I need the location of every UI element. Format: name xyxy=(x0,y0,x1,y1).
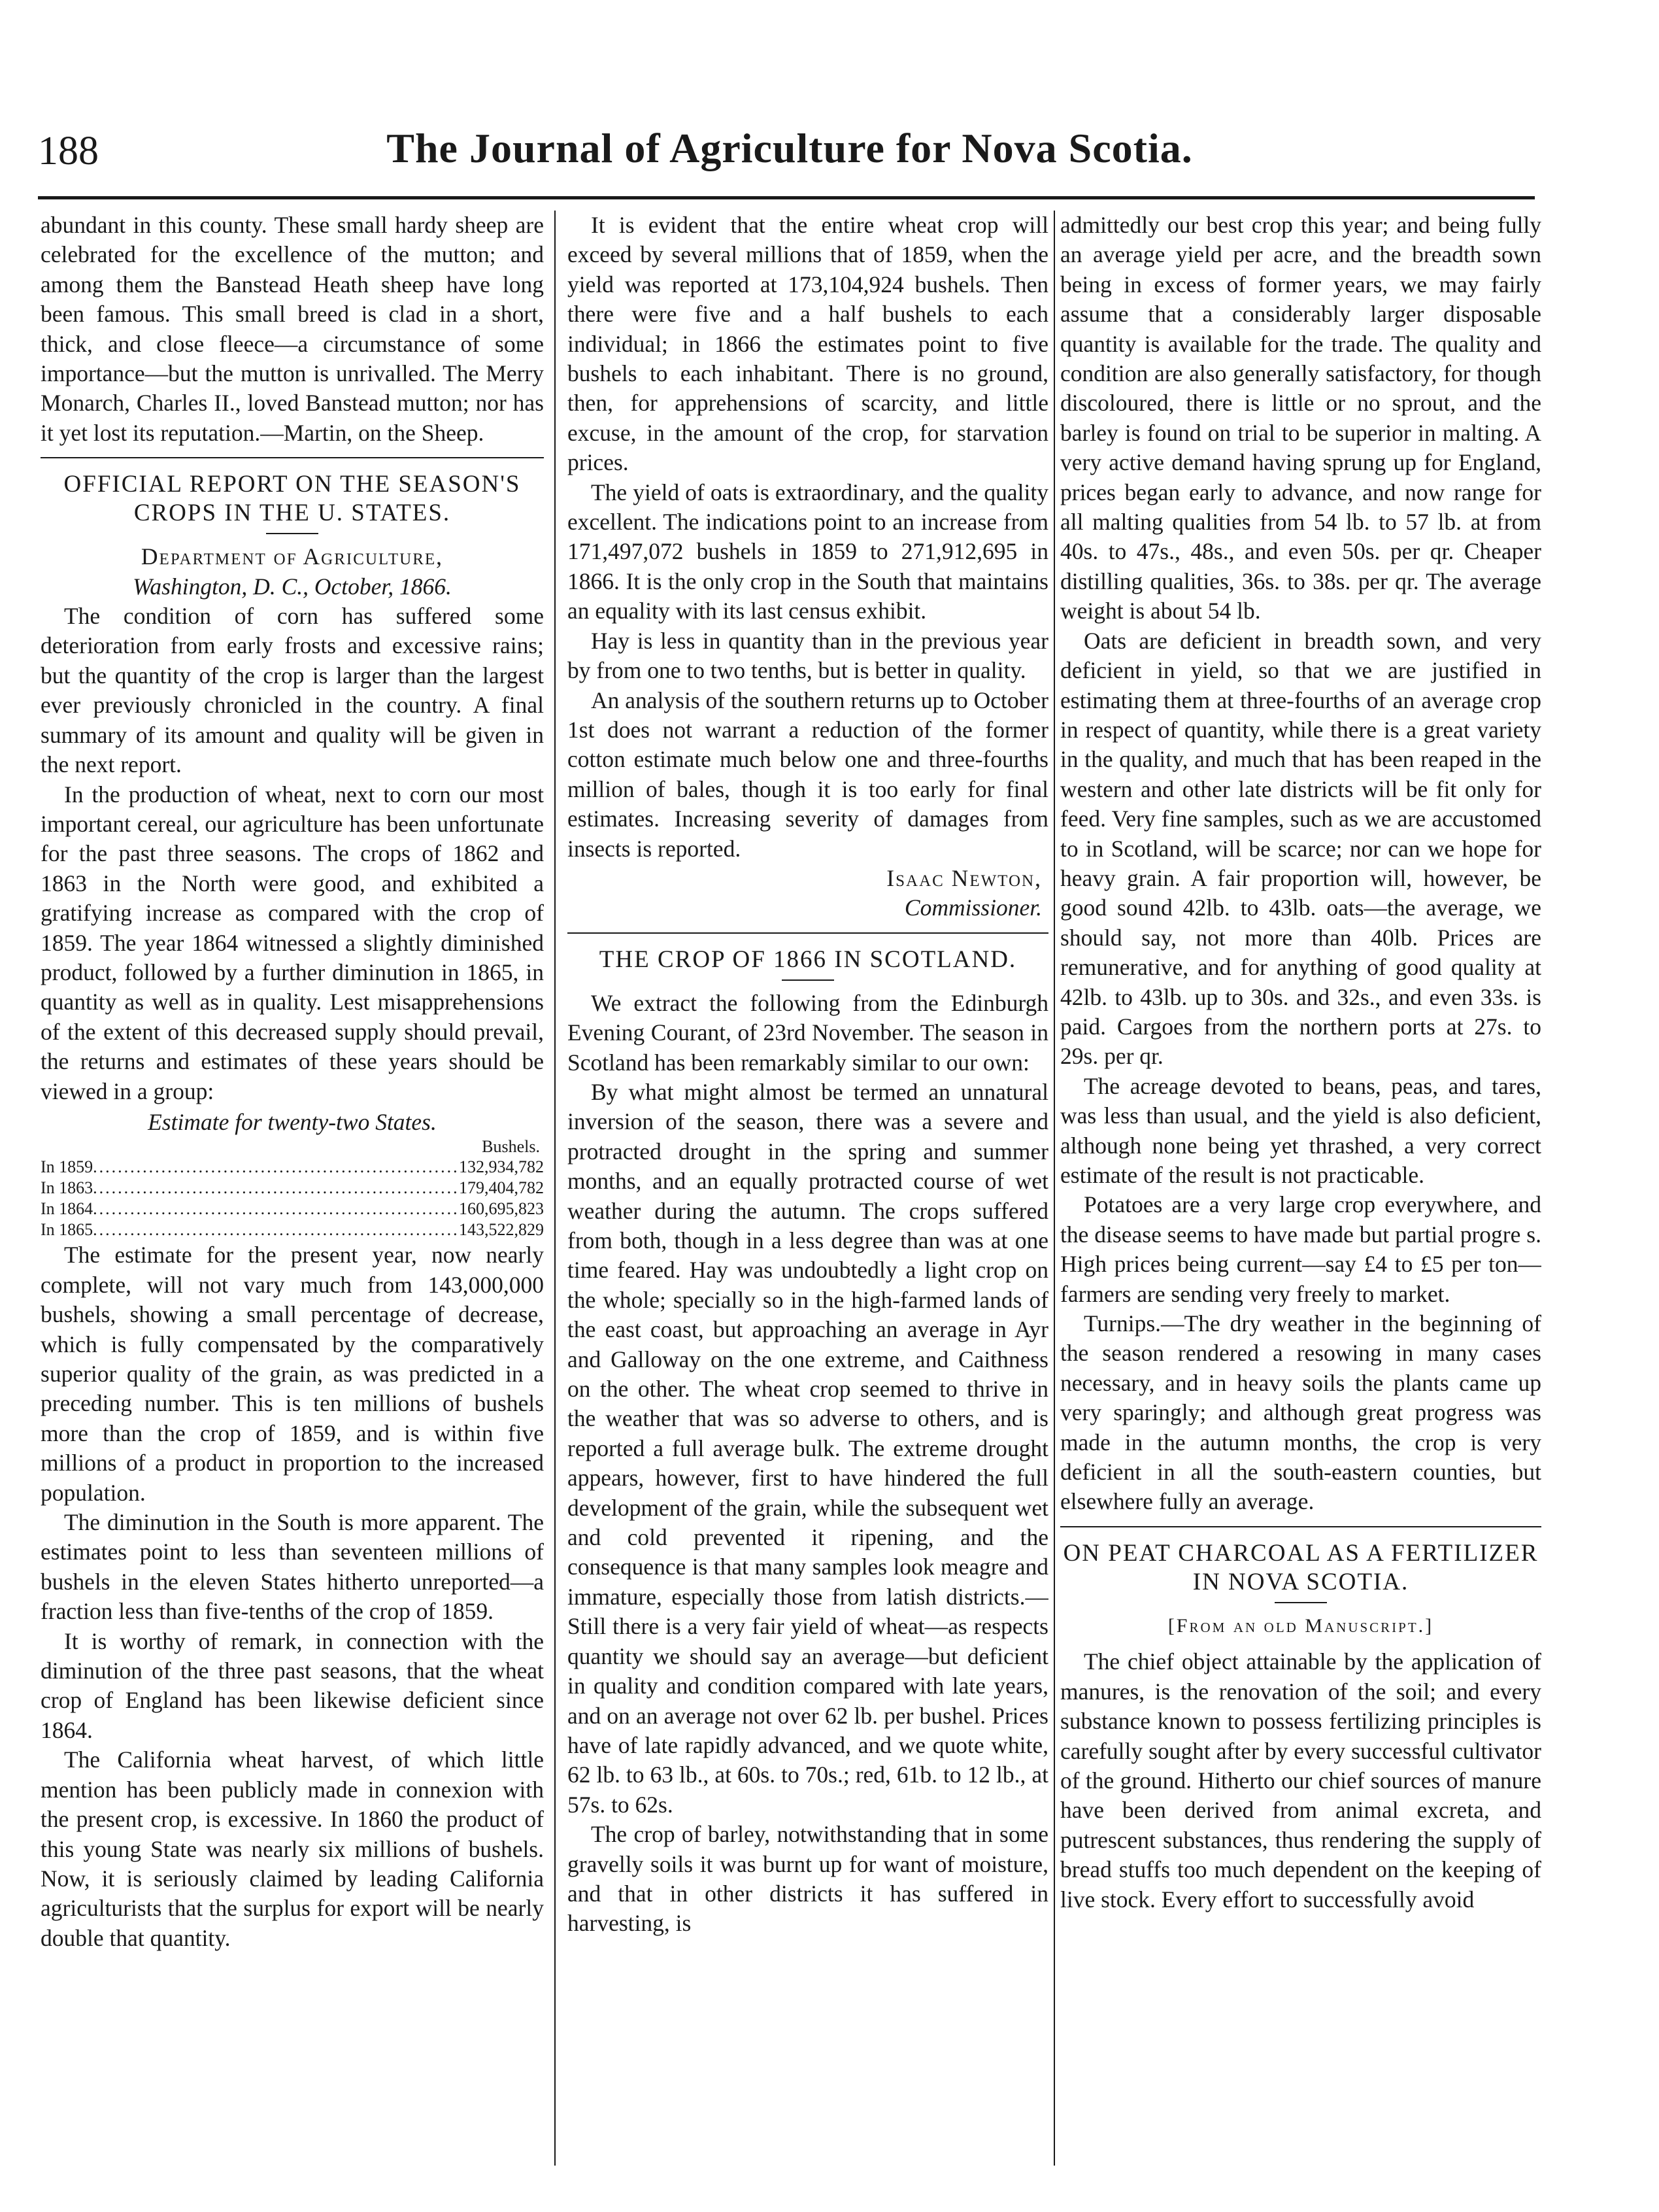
paragraph-manures: The chief object attainable by the application of manures, is the renovation of the soil; and every substance known to possess fertilizing principles is carefully sought after by every successful cultivator of the ground. Hitherto our chief sources of manure have been derived from animal excreta, and putrescent substances, thus rendering the supply of bread stuffs too much dependent on the keeping of live stock. Every effort to successfully avoid xyxy=(1060,1648,1541,1913)
paragraph-cotton: An analysis of the southern returns up to October 1st does not warrant a reduction of the former cotton estimate much below one and three-fourths million of bales, though it is too early for final estimates. Increasing severity of damages from insects is reported. xyxy=(567,687,1048,862)
column-1 xyxy=(41,211,544,2166)
signature-name: Isaac Newton, xyxy=(886,864,1042,891)
table-row xyxy=(41,1178,544,1199)
heading-peat-charcoal: ON PEAT CHARCOAL AS A FERTILIZER IN NOVA SCOTIA. xyxy=(1063,1539,1539,1595)
paragraph-evident: It is evident that the entire wheat crop will exceed by several millions that of 1859, when the yield was reported at 173,104,924 bushels. Then there were five and a half bushels to each individual; in 1866 the estimates point to five bushels to each inhabitant. There is no ground, then, for apprehensions of scarcity, and little excuse, in the amount of the crop, for starvation prices. xyxy=(567,212,1048,476)
paragraph-inversion: By what might almost be termed an unnatural inversion of the season, there was a severe and protracted drought in the spring and summer months, and an equally protracted course of wet weather during the autumn. The crops suffered from both, though in a less degree than was at one time feared. Hay was undoubtedly a light crop on the whole; specially so in the high-farmed lands of the east coast, but approaching an average in Ayr and Galloway on the one extreme, and Caithness on the other. The wheat crop seemed to thrive in the weather that was so adverse to others, and is reported a full average bulk. The extreme drought appears, however, first to have hindered the full development of the grain, while the subsequent wet and cold prevented it ripening, and the consequence is that many samples look meagre and immature, especially those from latish districts.—Still there is a very fair yield of wheat—as respects quantity we should say an average—but deficient in quality and condition compared with late years, and on an average not over 62 lb. per bushel. Prices have of late rapidly advanced, and we quote white, 62 lb. to 63 lb., at 60s. to 70s.; red, 61b. to 12 lb., at 57s. to 62s. xyxy=(567,1078,1048,1818)
column-rule-right xyxy=(1054,211,1055,2166)
paragraph-barley-continued: admittedly our best crop this year; and being fully an average yield per acre, and the breadth sown being in excess of former years, we may fairly assume that a considerably larger disposable quantity is available for the trade. The quality and condition are also generally satisfactory, for though discoloured, there is little or no sprout, and the barley is found on trial to be superior in malting. A very active demand having sprung up for England, prices began early to advance, and now range for all malting qualities from 54 lb. to 57 lb. at from 40s. to 47s., 48s., and even 50s. per qr. Cheaper distilling qualities, 36s. to 38s. per qr. The average weight is about 54 lb. xyxy=(1060,212,1541,624)
paragraph-england: It is worthy of remark, in connection with the diminution of the three past seasons, that the wheat crop of England has been likewise deficient since 1864. xyxy=(41,1627,544,1743)
dateline xyxy=(41,542,544,602)
table-row-year: In 1863 xyxy=(41,1178,93,1198)
table-row-value: 132,934,782 xyxy=(459,1157,544,1177)
table-row-year: In 1864 xyxy=(41,1199,93,1219)
heading-scotland: THE CROP OF 1866 IN SCOTLAND. xyxy=(599,945,1017,973)
table-row-year: In 1865 xyxy=(41,1220,93,1240)
heading-official-report: OFFICIAL REPORT ON THE SEASON'S CROPS IN THE U. STATES. xyxy=(63,471,521,527)
table-row xyxy=(41,1219,544,1240)
paragraph-california: The California wheat harvest, of which little mention has been publicly made in connexion with the present crop, is excessive. In 1860 the product of this young State was nearly six millions of bushels. Now, it is seriously claimed by leading California agriculturists that the surplus for export will be nearly double that quantity. xyxy=(41,1746,544,1951)
journal-title: The Journal of Agriculture for Nova Scotia. xyxy=(386,125,1193,171)
paragraph-oats-us: The yield of oats is extraordinary, and the quality excellent. The indications point to an increase from 171,497,072 bushels in 1859 to 271,912,695 in 1866. It is the only crop in the South that maintains an equality with its last census exhibit. xyxy=(567,479,1048,624)
dateline-place: Washington, D. C., October, 1866. xyxy=(133,573,452,600)
paragraph-sheep: abundant in this county. These small hardy sheep are celebrated for the excellence of the mutton; and among them the Banstead Heath sheep have long been famous. This small breed is clad in a short, thick, and close fleece—a circumstance of some importance—but the mutton is unrivalled. The Merry Monarch, Charles II., loved Banstead mutton; nor has it yet lost its reputation.—Martin, on the Sheep. xyxy=(41,212,544,446)
paragraph-barley: The crop of barley, notwithstanding that in some gravelly soils it was burnt up for want of moisture, and that in other districts it has suffered in harvesting, is xyxy=(567,1821,1048,1937)
paragraph-corn: The condition of corn has suffered some deterioration from early frosts and excessive rains; but the quantity of the crop is larger than the largest ever previously chronicled in the country. A final summary of its amount and quality will be given in the next report. xyxy=(41,603,544,778)
table-row-value: 179,404,782 xyxy=(459,1178,544,1198)
dateline-department: Department of Agriculture, xyxy=(141,543,444,570)
paragraph-beans: The acreage devoted to beans, peas, and tares, was less than usual, and the yield is also deficient, although none being yet thrashed, a very correct estimate of the result is not practicable. xyxy=(1060,1072,1541,1188)
table-row-value: 160,695,823 xyxy=(459,1199,544,1219)
table-row-leader xyxy=(93,1219,459,1240)
table-row-year: In 1859 xyxy=(41,1157,93,1177)
header-rule xyxy=(38,196,1535,199)
column-2 xyxy=(567,211,1048,2166)
column-rule-left xyxy=(554,211,556,2166)
table-unit: Bushels. xyxy=(482,1137,540,1157)
paragraph-potatoes: Potatoes are a very large crop everywhere, and the disease seems to have made but partial progre s. High prices being current—say £4 to £5 per ton—farmers are sending very freely to market. xyxy=(1060,1191,1541,1307)
page-number: 188 xyxy=(38,129,99,173)
signature xyxy=(567,864,1048,923)
paragraph-south: The diminution in the South is more apparent. The estimates point to less than seventeen millions of bushels in the eleven States hitherto unreported—a fraction less than five-tenths of the crop of 1859. xyxy=(41,1509,544,1625)
heading-underline xyxy=(782,979,834,981)
table-row-value: 143,522,829 xyxy=(459,1220,544,1240)
section-separator xyxy=(41,457,544,458)
paragraph-extract: We extract the following from the Edinburgh Evening Courant, of 23rd November. The season in Scotland has been remarkably similar to our own: xyxy=(567,989,1048,1076)
paragraph-oats-scotland: Oats are deficient in breadth sown, and very deficient in yield, so that we are justified in estimating them at three-fourths of an average crop in respect of quantity, while there is a great variety in the quality, and much that has been reaped in the western and other late districts will be fit only for feed. Very fine samples, such as we are accustomed to in Scotland, will be scarce; nor can we hope for heavy grain. A fair proportion will, however, be good sound 42lb. to 43lb. oats—the average, we should say, not more than 40lb. Prices are remunerative, and for anything of good quality at 42lb. to 43lb. up to 30s. and 32s., and even 33s. is paid. Cargoes from the northern ports at 27s. to 29s. per qr. xyxy=(1060,627,1541,1070)
page-header xyxy=(38,116,1541,187)
column-3 xyxy=(1060,211,1541,2166)
heading-underline xyxy=(266,533,318,534)
paragraph-wheat: In the production of wheat, next to corn our most important cereal, our agriculture has been unfortunate for the past three seasons. The crops of 1862 and 1863 in the North were good, and exhibited a gratifying increase as compared with the crop of 1859. The year 1864 witnessed a slightly diminished product, followed by a further diminution in 1865, in quantity as well as in quality. Lest misapprehensions of the extent of this decreased supply should prevail, the returns and estimates of these years should be viewed in a group: xyxy=(41,781,544,1104)
section-separator xyxy=(1060,1526,1541,1527)
table-title: Estimate for twenty-two States. xyxy=(148,1108,437,1135)
heading-underline xyxy=(1275,1602,1327,1603)
estimate-table xyxy=(41,1157,544,1240)
section-separator xyxy=(567,932,1048,934)
table-row-leader xyxy=(93,1157,459,1178)
table-row xyxy=(41,1157,544,1178)
paragraph-hay: Hay is less in quantity than in the previous year by from one to two tenths, but is better in quality. xyxy=(567,627,1048,684)
table-row-leader xyxy=(93,1178,459,1199)
table-row-leader xyxy=(93,1199,459,1219)
table-row xyxy=(41,1199,544,1219)
paragraph-estimate: The estimate for the present year, now nearly complete, will not vary much from 143,000,000 bushels, showing a small percentage of decrease, which is fully compensated by the comparatively superior quality of the grain, as was predicted in a preceding number. This is ten millions of bushels more than the crop of 1859, and is within five millions of a product in proportion to the increased population. xyxy=(41,1242,544,1506)
paragraph-turnips: Turnips.—The dry weather in the beginning of the season rendered a resowing in many cases necessary, and in heavy soils the plants came up very sparingly; and although great progress was made in the autumn months, the crop is very deficient in all the south-eastern counties, but elsewhere fully an average. xyxy=(1060,1310,1541,1515)
signature-title: Commissioner. xyxy=(904,894,1042,921)
source-note: [From an old Manuscript.] xyxy=(1167,1614,1434,1637)
